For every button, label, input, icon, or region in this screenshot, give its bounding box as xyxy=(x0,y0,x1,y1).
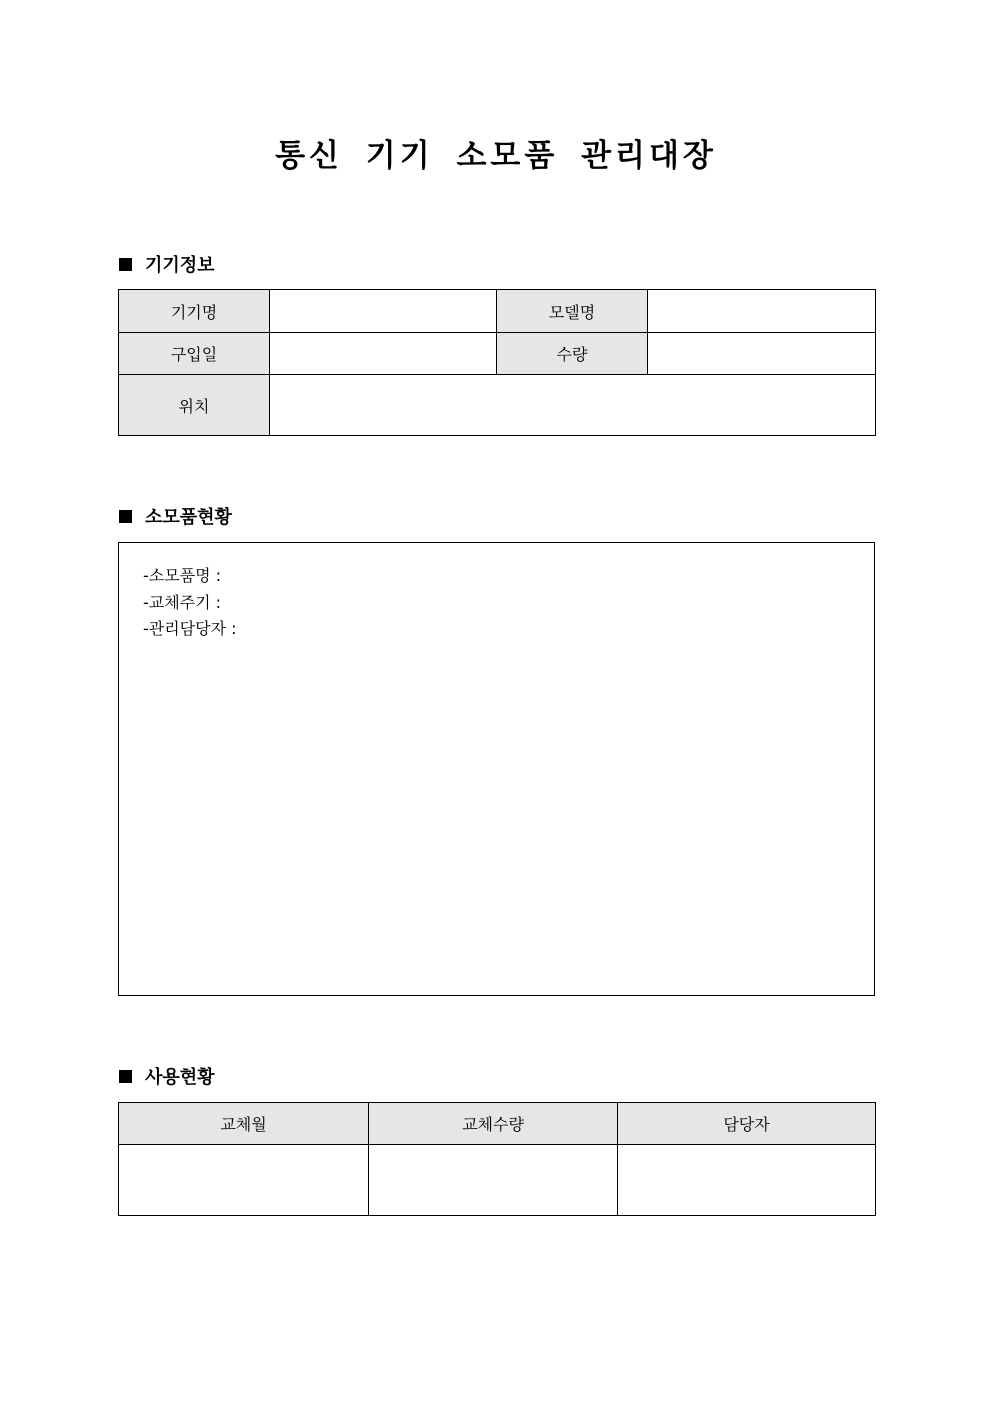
device-info-heading-label: 기기정보 xyxy=(145,255,215,276)
consumable-status-heading-label: 소모품현황 xyxy=(145,507,232,528)
usage-status-heading xyxy=(119,1064,215,1088)
replacement-month-cell[interactable] xyxy=(119,1145,369,1216)
location-field[interactable] xyxy=(270,375,876,436)
quantity-field[interactable] xyxy=(648,333,876,375)
consumable-status-box[interactable] xyxy=(118,542,875,996)
square-bullet-icon xyxy=(119,510,132,523)
device-info-heading xyxy=(119,252,215,276)
consumable-status-heading xyxy=(119,504,232,528)
column-header-person-in-charge: 담당자 xyxy=(618,1103,876,1145)
table-row xyxy=(119,333,876,375)
usage-status-heading-label: 사용현황 xyxy=(145,1067,215,1088)
column-header-replacement-month: 교체월 xyxy=(119,1103,369,1145)
model-name-field[interactable] xyxy=(648,290,876,333)
person-in-charge-cell[interactable] xyxy=(618,1145,876,1216)
device-name-label: 기기명 xyxy=(119,290,270,333)
square-bullet-icon xyxy=(119,258,132,271)
device-name-field[interactable] xyxy=(270,290,497,333)
replacement-cycle-line: -교체주기 : xyxy=(143,592,222,612)
device-info-table xyxy=(118,289,876,436)
purchase-date-field[interactable] xyxy=(270,333,497,375)
manager-line: -관리담당자 : xyxy=(143,619,237,638)
purchase-date-label: 구입일 xyxy=(119,333,270,375)
table-row xyxy=(119,375,876,436)
square-bullet-icon xyxy=(119,1070,132,1083)
model-name-label: 모델명 xyxy=(497,290,648,333)
consumable-status-lines xyxy=(143,563,237,643)
consumable-name-line: -소모품명 : xyxy=(143,566,222,585)
replacement-quantity-cell[interactable] xyxy=(369,1145,618,1216)
table-row xyxy=(119,1145,876,1216)
page-title: 통신 기기 소모품 관리대장 xyxy=(275,138,717,174)
usage-status-table xyxy=(118,1102,876,1216)
table-header-row xyxy=(119,1103,876,1145)
location-label: 위치 xyxy=(119,375,270,436)
table-row xyxy=(119,290,876,333)
column-header-replacement-quantity: 교체수량 xyxy=(369,1103,618,1145)
quantity-label: 수량 xyxy=(497,333,648,375)
